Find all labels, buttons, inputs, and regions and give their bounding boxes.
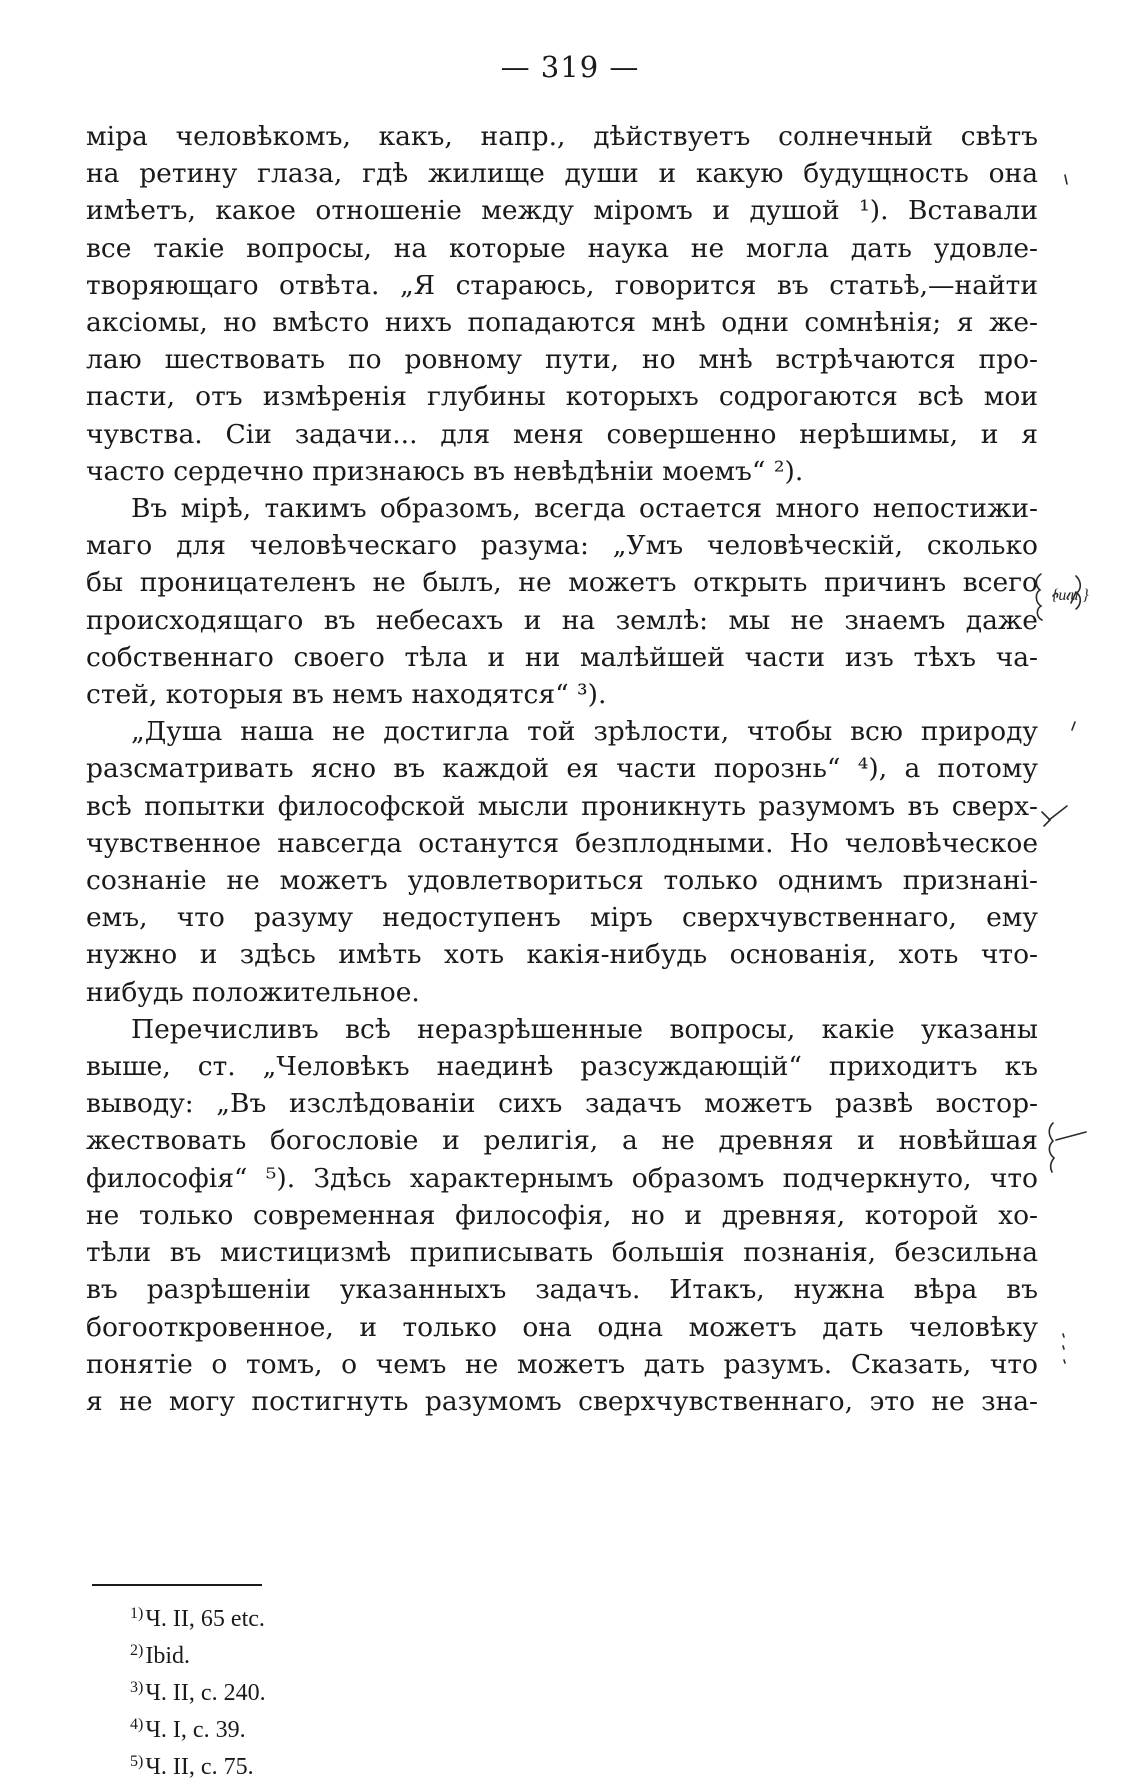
footnote-text: Ч. II, 65 etc. (145, 1606, 265, 1632)
text-line: стей, которыя въ немъ находятся“ ³). (86, 679, 607, 711)
text-line: чувства. Сіи задачи... для меня совершенно нерѣшимы, и я (86, 418, 1038, 450)
text-line: бы проницателенъ не былъ, не можетъ открыть причинъ всего (86, 567, 1038, 599)
footnote (130, 1598, 266, 1635)
text-line: выводу: „Въ изслѣдованіи сихъ задачъ можетъ развѣ востор- (86, 1088, 1038, 1120)
text-line: имѣетъ, какое отношеніе между міромъ и душой ¹). Вставали (86, 195, 1038, 227)
page-number: — 319 — (500, 50, 640, 84)
footnote (130, 1746, 266, 1783)
footnote-divider (92, 1584, 262, 1586)
text-line: „Душа наша не достигла той зрѣлости, чтобы всю природу (131, 716, 1038, 748)
pencil-note-mark (1053, 592, 1076, 603)
text-line: богооткровенное, и только она одна можетъ дать человѣку (86, 1311, 1038, 1343)
footnote (130, 1709, 266, 1746)
text-line: тѣли въ мистицизмѣ приписывать большія познанія, безсильна (86, 1237, 1038, 1269)
footnote-text: Ч. II, с. 240. (145, 1680, 266, 1706)
footnote-text: Ibid. (145, 1643, 190, 1669)
text-line: нужно и здѣсь имѣть хоть какія-нибудь основанія, хоть что- (86, 939, 1038, 971)
body-text (86, 118, 1038, 1420)
text-line: понятіе о томъ, о чемъ не можетъ дать разумъ. Сказать, что (86, 1348, 1038, 1380)
text-line: философія“ ⁵). Здѣсь характернымъ образомъ подчеркнуто, что (86, 1162, 1038, 1194)
footnote-text: Ч. II, с. 75. (145, 1754, 254, 1780)
footnote-mark: 3) (130, 1679, 144, 1696)
text-line: всѣ попытки философской мысли проникнуть разумомъ въ сверх- (86, 790, 1038, 822)
pencil-brace-close-mark (1076, 576, 1080, 609)
text-line: творяющаго отвѣта. „Я стараюсь, говорится въ статьѣ,—найти (86, 269, 1038, 301)
margin-note-text: {и.и } (1052, 587, 1089, 604)
text-line: разсматривать ясно въ каждой ея части порознь“ ⁴), а потому (86, 753, 1038, 785)
text-line: въ разрѣшеніи указанныхъ задачъ. Итакъ, нужна вѣра въ (86, 1274, 1038, 1306)
text-line: все такіе вопросы, на которые наука не могла дать удовле- (86, 232, 1038, 264)
footnote-text: Ч. I, с. 39. (145, 1717, 246, 1743)
text-line: на ретину глаза, гдѣ жилище души и какую будущность она (86, 158, 1038, 190)
text-line: происходящаго въ небесахъ и на землѣ: мы не знаемъ даже (86, 604, 1038, 636)
text-line: міра человѣкомъ, какъ, напр., дѣйствуетъ солнечный свѣтъ (86, 121, 1038, 152)
text-line: не только современная философія, но и древняя, которой хо- (86, 1199, 1038, 1231)
text-line: маго для человѣческаго разума: „Умъ человѣческій, сколько (86, 530, 1038, 562)
text-line: Въ мірѣ, такимъ образомъ, всегда остается много непостижи- (131, 493, 1038, 525)
text-line: лаю шествовать по ровному пути, но мнѣ встрѣчаются про- (86, 344, 1038, 376)
footnote-mark: 5) (130, 1753, 144, 1770)
footnotes (130, 1598, 266, 1783)
text-line: жествовать богословіе и религія, а не древняя и новѣйшая (86, 1125, 1038, 1157)
footnote (130, 1635, 266, 1672)
text-line: нибудь положительное. (86, 976, 420, 1008)
text-line: выше, ст. „Человѣкъ наединѣ разсуждающій“ приходитъ къ (86, 1051, 1038, 1083)
pencil-dots-mark (1063, 1334, 1065, 1363)
text-line: сознаніе не можетъ удовлетвориться только однимъ признані- (86, 865, 1038, 897)
pencil-tick-mark (1065, 175, 1067, 184)
text-line: часто сердечно признаюсь въ невѣдѣніи моемъ“ ²). (86, 455, 804, 487)
text-line: аксіомы, но вмѣсто нихъ попадаются мнѣ одни сомнѣнія; я же- (86, 307, 1038, 339)
text-line: я не могу постигнуть разумомъ сверхчувственнаго, это не зна- (86, 1385, 1038, 1417)
text-line: емъ, что разуму недоступенъ міръ сверхчувственнаго, ему (86, 902, 1038, 934)
text-line: собственнаго своего тѣла и ни малѣйшей части изъ тѣхъ ча- (86, 641, 1038, 673)
footnote-mark: 1) (130, 1605, 144, 1622)
text-line: чувственное навсегда останутся безплодными. Но человѣческое (86, 827, 1038, 859)
text-line: пасти, отъ измѣренія глубины которыхъ содрогаются всѣ мои (86, 381, 1038, 413)
footnote-mark: 4) (130, 1716, 144, 1733)
text-line: Перечисливъ всѣ неразрѣшенные вопросы, какіе указаны (131, 1013, 1038, 1045)
footnote-mark: 2) (130, 1642, 144, 1659)
footnote (130, 1672, 266, 1709)
pencil-bracket-mark (1049, 1123, 1086, 1172)
pencil-tick-mark-2 (1072, 722, 1075, 730)
pencil-cross-mark (1042, 806, 1067, 826)
